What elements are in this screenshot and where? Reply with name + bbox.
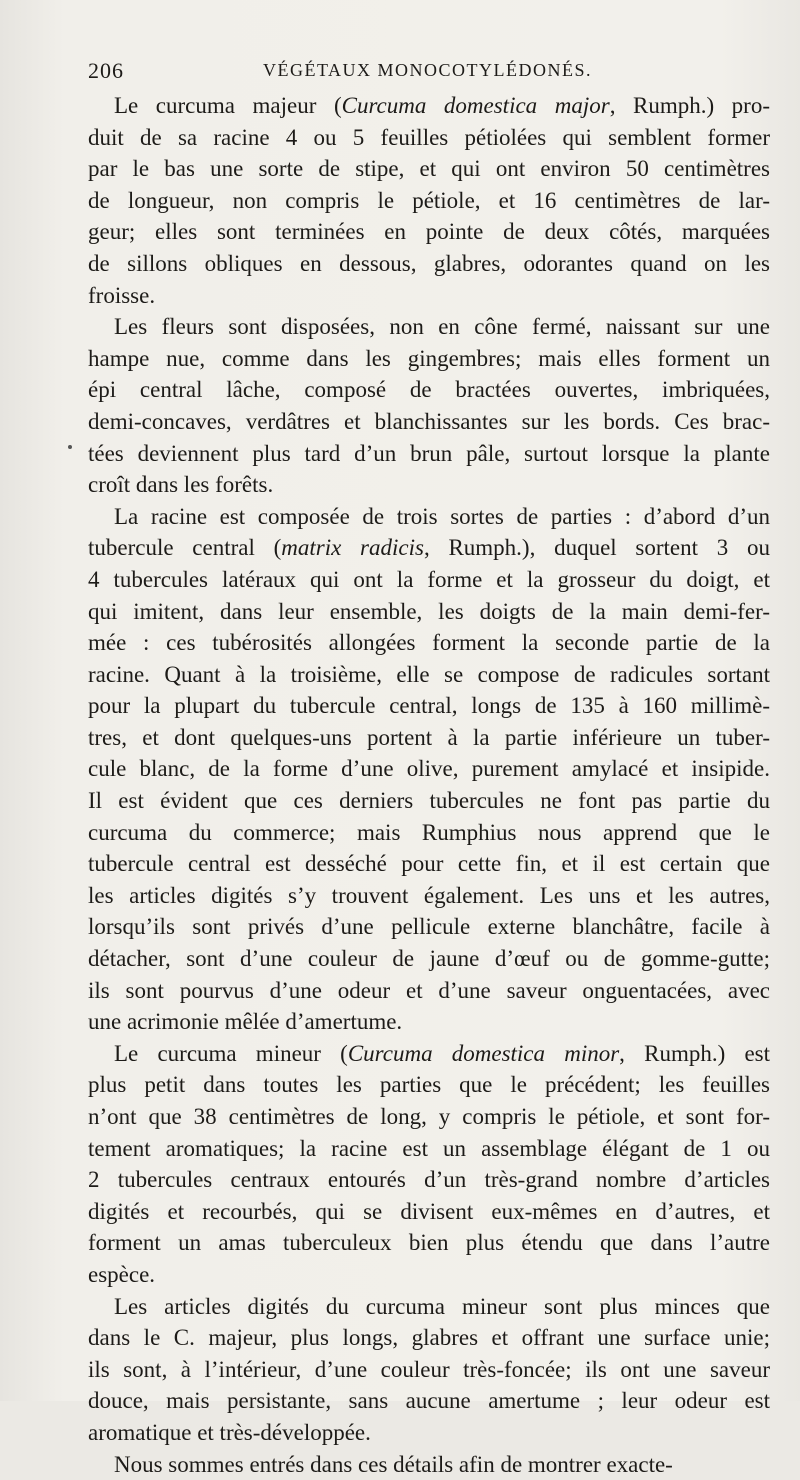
text-line: détacher, sont d’une couleur de jaune d’œuf ou de gomme-gutte; xyxy=(88,946,770,972)
text-line: tement aromatiques; la racine est un assemblage élégant de 1 ou xyxy=(88,1135,770,1161)
page-number: 206 xyxy=(88,58,124,83)
text-line: Les fleurs sont disposées, non en cône fermé, naissant sur une xyxy=(114,314,770,340)
text-line: de longueur, non compris le pétiole, et 16 centimètres de lar- xyxy=(88,187,770,213)
text-line: tubercule central est desséché pour cette fin, et il est certain que xyxy=(88,851,770,877)
text-line: espèce. xyxy=(88,1261,156,1287)
text-line: dans le C. majeur, plus longs, glabres et offrant une surface unie; xyxy=(88,1325,770,1351)
text-line: froisse. xyxy=(88,282,156,308)
page-header xyxy=(88,58,778,88)
text-line: La racine est composée de trois sortes de parties : d’abord d’un xyxy=(114,503,770,529)
margin-mark xyxy=(68,445,72,449)
text-line: tées deviennent plus tard d’un brun pâle, surtout lorsque la plante xyxy=(88,440,770,466)
text-line: 4 tubercules latéraux qui ont la forme et la grosseur du doigt, et xyxy=(88,566,770,592)
text-line: digités et recourbés, qui se divisent eux-mêmes en d’autres, et xyxy=(88,1198,770,1224)
text-line: 2 tubercules centraux entourés d’un très-grand nombre d’articles xyxy=(88,1167,770,1193)
text-line: ils sont, à l’intérieur, d’une couleur très-foncée; ils ont une saveur xyxy=(88,1356,770,1382)
text-line: plus petit dans toutes les parties que le précédent; les feuilles xyxy=(88,1072,770,1098)
text-line: cule blanc, de la forme d’une olive, purement amylacé et insipide. xyxy=(88,756,770,782)
text-line: mée : ces tubérosités allongées forment la seconde partie de la xyxy=(88,630,770,656)
text-line: geur; elles sont terminées en pointe de deux côtés, marquées xyxy=(88,219,770,245)
text-line: tres, et dont quelques-uns portent à la partie inférieure un tuber- xyxy=(88,724,770,750)
text-line: pour la plupart du tubercule central, longs de 135 à 160 millimè- xyxy=(88,693,770,719)
text-line: duit de sa racine 4 ou 5 feuilles pétiolées qui semblent former xyxy=(88,124,770,150)
text-line: qui imitent, dans leur ensemble, les doigts de la main demi-fer- xyxy=(88,598,770,624)
text-line: curcuma du commerce; mais Rumphius nous apprend que le xyxy=(88,819,770,845)
text-line: une acrimonie mêlée d’amertume. xyxy=(88,1009,403,1035)
text-line: tubercule central (matrix radicis, Rumph.), duquel sortent 3 ou xyxy=(88,535,770,561)
running-title: VÉGÉTAUX MONOCOTYLÉDONÉS. xyxy=(263,60,593,80)
text-line: aromatique et très-développée. xyxy=(88,1419,371,1445)
text-line: hampe nue, comme dans les gingembres; mais elles forment un xyxy=(88,345,770,371)
text-line: ils sont pourvus d’une odeur et d’une saveur onguentacées, avec xyxy=(88,977,770,1003)
text-line: Le curcuma mineur (Curcuma domestica minor, Rumph.) est xyxy=(114,1040,770,1066)
text-line: épi central lâche, composé de bractées ouvertes, imbriquées, xyxy=(88,377,770,403)
text-line: par le bas une sorte de stipe, et qui ont environ 50 centimètres xyxy=(88,156,770,182)
text-line: forment un amas tuberculeux bien plus étendu que dans l’autre xyxy=(88,1230,770,1256)
text-line: Nous sommes entrés dans ces détails afin de montrer exacte- xyxy=(114,1451,673,1477)
body-text xyxy=(88,90,770,1480)
text-line: demi-concaves, verdâtres et blanchissantes sur les bords. Ces brac- xyxy=(88,408,770,434)
text-line: les articles digités s’y trouvent également. Les uns et les autres, xyxy=(88,882,770,908)
text-line: lorsqu’ils sont privés d’une pellicule externe blanchâtre, facile à xyxy=(88,914,770,940)
text-line: n’ont que 38 centimètres de long, y compris le pétiole, et sont for- xyxy=(88,1104,770,1129)
text-line: de sillons obliques en dessous, glabres, odorantes quand on les xyxy=(88,250,770,276)
text-line: Les articles digités du curcuma mineur sont plus minces que xyxy=(114,1293,770,1319)
text-line: douce, mais persistante, sans aucune amertume ; leur odeur est xyxy=(88,1388,770,1414)
text-line: Le curcuma majeur (Curcuma domestica major, Rumph.) pro- xyxy=(114,93,770,118)
text-line: Il est évident que ces derniers tubercules ne font pas partie du xyxy=(88,788,770,814)
text-line: racine. Quant à la troisième, elle se compose de radicules sortant xyxy=(88,661,770,687)
text-line: croît dans les forêts. xyxy=(88,472,274,498)
